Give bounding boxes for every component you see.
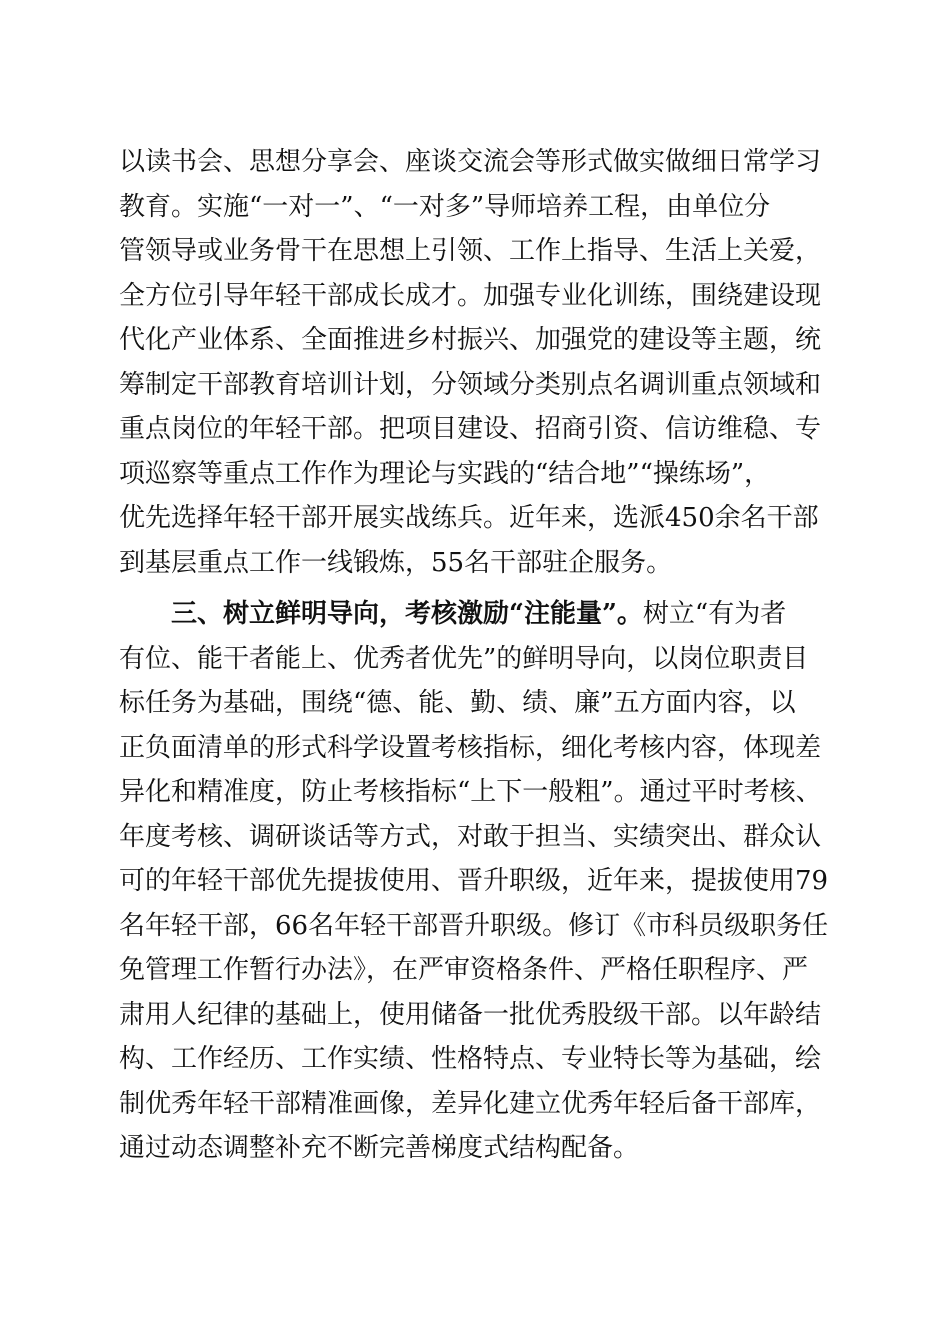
text-line: 通过动态调整补充不断完善梯度式结构配备。: [119, 1133, 640, 1163]
text-line: 可的年轻干部优先提拔使用、晋升职级，近年来，提拔使用79: [119, 866, 829, 896]
text-line: 肃用人纪律的基础上，使用储备一批优秀股级干部。以年龄结: [119, 999, 822, 1030]
paragraph-training: [119, 140, 832, 585]
text-line: 年度考核、调研谈话等方式，对敢于担当、实绩突出、群众认: [119, 821, 822, 852]
text-line: 全方位引导年轻干部成长成才。加强专业化训练，围绕建设现: [119, 280, 822, 311]
text-line: 教育。实施“一对一”、“一对多”导师培养工程，由单位分: [119, 191, 771, 222]
text-line: 异化和精准度，防止考核指标“上下一般粗”。通过平时考核、: [119, 777, 822, 807]
text-line: 项巡察等重点工作作为理论与实践的“结合地”“操练场”，: [119, 458, 771, 489]
text-line: 重点岗位的年轻干部。把项目建设、招商引资、信访维稳、专: [119, 414, 822, 444]
text-line: 有位、能干者能上、优秀者优先”的鲜明导向，以岗位职责目: [119, 643, 809, 674]
text-line: 管领导或业务骨干在思想上引领、工作上指导、生活上关爱，: [119, 236, 822, 266]
text-line: 制优秀年轻干部精准画像，差异化建立优秀年轻后备干部库，: [119, 1088, 822, 1119]
text-line: 优先选择年轻干部开展实战练兵。近年来，选派450余名干部: [119, 503, 819, 533]
text-line: 标任务为基础，围绕“德、能、勤、绩、廉”五方面内容，以: [119, 688, 796, 718]
text-line: 到基层重点工作一线锻炼，55名干部驻企服务。: [119, 547, 673, 578]
text-line: 免管理工作暂行办法》，在严审资格条件、严格任职程序、严: [119, 955, 809, 985]
text-line: 筹制定干部教育培训计划，分领域分类别点名调训重点领域和: [119, 369, 822, 400]
text-line: 构、工作经历、工作实绩、性格特点、专业特长等为基础，绘: [119, 1044, 822, 1074]
text-line: 正负面清单的形式科学设置考核指标，细化考核内容，体现差: [119, 732, 822, 763]
text-line: 名年轻干部，66名年轻干部晋升职级。修订《市科员级职务任: [119, 910, 829, 941]
paragraph-first-line: [119, 592, 832, 637]
section-heading: 三、树立鲜明导向，考核激励“注能量”。: [171, 599, 643, 629]
heading-continuation: 树立“有为者: [642, 599, 787, 629]
text-line: 以读书会、思想分享会、座谈交流会等形式做实做细日常学习: [119, 147, 822, 177]
paragraph-assessment: [119, 592, 832, 1171]
text-line: 代化产业体系、全面推进乡村振兴、加强党的建设等主题，统: [119, 325, 822, 355]
